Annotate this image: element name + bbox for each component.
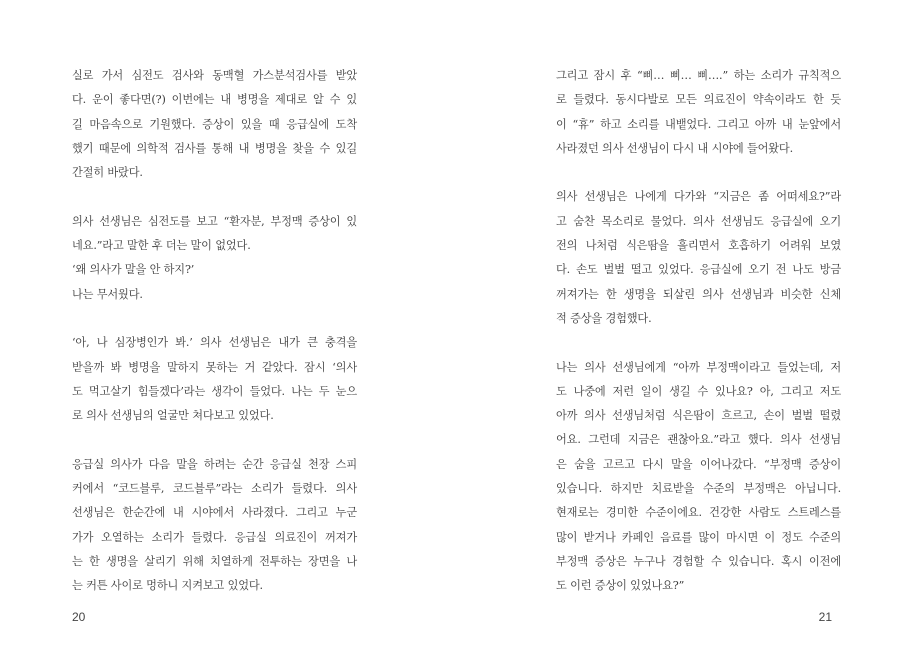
text-line: 부정맥 증상은 누구나 경험할 수 있습니다. 혹시 이전에 bbox=[556, 554, 841, 568]
text-line: 은 숨을 고르고 다시 말을 이어나갔다. “부정맥 증상이 bbox=[556, 457, 841, 471]
text-line: 커에서 “코드블루, 코드블루”라는 소리가 들렸다. 의사 bbox=[72, 482, 357, 496]
paragraph-gap bbox=[72, 428, 357, 452]
text-line: 선생님은 한순간에 내 시야에서 사라졌다. 그리고 누군 bbox=[72, 506, 357, 520]
page-number-left: 20 bbox=[72, 610, 86, 624]
text-line: 그리고 잠시 후 “삐… 삐… 삐….” 하는 소리가 규칙적으 bbox=[556, 69, 841, 82]
left-text-column bbox=[72, 64, 357, 599]
paragraph-gap bbox=[72, 307, 357, 331]
text-line: 실로 가서 심전도 검사와 동맥혈 가스분석검사를 받았 bbox=[72, 69, 357, 82]
text-line: 도 이런 증상이 있었나요?” bbox=[556, 579, 685, 593]
text-line: 많이 받거나 카페인 음료를 많이 마시면 이 정도 수준의 bbox=[556, 530, 841, 544]
text-line: 나는 의사 선생님에게 “아까 부정맥이라고 들었는데, 저 bbox=[556, 360, 841, 374]
text-line: 현재로는 경미한 수준이에요. 건강한 사람도 스트레스를 bbox=[556, 506, 841, 520]
text-line: 네요.”라고 말한 후 더는 말이 없었다. bbox=[72, 239, 251, 253]
text-line: 이 “휴” 하고 소리를 내뱉었다. 그리고 아까 내 눈앞에서 bbox=[556, 117, 841, 131]
text-line: 의사 선생님은 심전도를 보고 “환자분, 부정맥 증상이 있 bbox=[72, 214, 357, 228]
right-page bbox=[450, 0, 900, 661]
text-line: 의사 선생님은 나에게 다가와 “지금은 좀 어떠세요?”라 bbox=[556, 190, 841, 204]
text-line: 도 나중에 저런 일이 생길 수 있나요? 아, 그리고 저도 bbox=[556, 384, 841, 398]
text-line: 간절히 바랐다. bbox=[72, 166, 143, 180]
text-line: 받을까 봐 병명을 말하지 못하는 거 같았다. 잠시 ‘의사 bbox=[72, 360, 357, 374]
text-line: 다. 운이 좋다면(?) 이번에는 내 병명을 제대로 알 수 있 bbox=[72, 93, 357, 107]
right-text-column bbox=[556, 64, 841, 599]
paragraph-gap bbox=[72, 185, 357, 209]
text-line: 는 커튼 사이로 멍하니 지켜보고 있었다. bbox=[72, 579, 263, 593]
text-line: ‘왜 의사가 말을 안 하지?’ bbox=[72, 263, 195, 277]
paragraph-gap bbox=[556, 331, 841, 355]
text-line: 사라졌던 의사 선생님이 다시 내 시야에 들어왔다. bbox=[556, 141, 793, 155]
text-line: 로 들렸다. 동시다발로 모든 의료진이 약속이라도 한 듯 bbox=[556, 93, 841, 107]
page-number-right: 21 bbox=[818, 610, 832, 624]
text-line: 했기 때문에 의학적 검사를 통해 내 병명을 찾을 수 있길 bbox=[72, 141, 357, 155]
text-line: 길 마음속으로 기원했다. 증상이 있을 때 응급실에 도착 bbox=[72, 117, 357, 131]
text-line: 는 한 생명을 살리기 위해 치열하게 전투하는 장면을 나 bbox=[72, 554, 357, 568]
text-line: 있습니다. 하지만 치료받을 수준의 부정맥은 아닙니다. bbox=[556, 482, 841, 496]
text-line: 응급실 의사가 다음 말을 하려는 순간 응급실 천장 스피 bbox=[72, 457, 357, 471]
text-line: 아까 의사 선생님처럼 식은땀이 흐르고, 손이 벌벌 떨렸 bbox=[556, 409, 841, 423]
text-line: 적 증상을 경험했다. bbox=[556, 311, 652, 325]
paragraph-gap bbox=[556, 161, 841, 185]
text-line: 고 숨찬 목소리로 물었다. 의사 선생님도 응급실에 오기 bbox=[556, 214, 841, 228]
text-line: ‘아, 나 심장병인가 봐.’ 의사 선생님은 내가 큰 충격을 bbox=[72, 336, 357, 350]
text-line: 가가 오열하는 소리가 들렸다. 응급실 의료진이 꺼져가 bbox=[72, 530, 357, 544]
text-line: 전의 나처럼 식은땀을 흘리면서 호흡하기 어려워 보였 bbox=[556, 239, 841, 253]
text-line: 나는 무서웠다. bbox=[72, 287, 143, 301]
text-line: 다. 손도 벌벌 떨고 있었다. 응급실에 오기 전 나도 방금 bbox=[556, 263, 841, 277]
text-line: 로 의사 선생님의 얼굴만 쳐다보고 있었다. bbox=[72, 409, 274, 423]
text-line: 어요. 그런데 지금은 괜찮아요.”라고 했다. 의사 선생님 bbox=[556, 433, 841, 447]
text-line: 꺼져가는 한 생명을 되살린 의사 선생님과 비슷한 신체 bbox=[556, 287, 841, 301]
text-line: 도 먹고살기 힘들겠다’라는 생각이 들었다. 나는 두 눈으 bbox=[72, 384, 357, 398]
